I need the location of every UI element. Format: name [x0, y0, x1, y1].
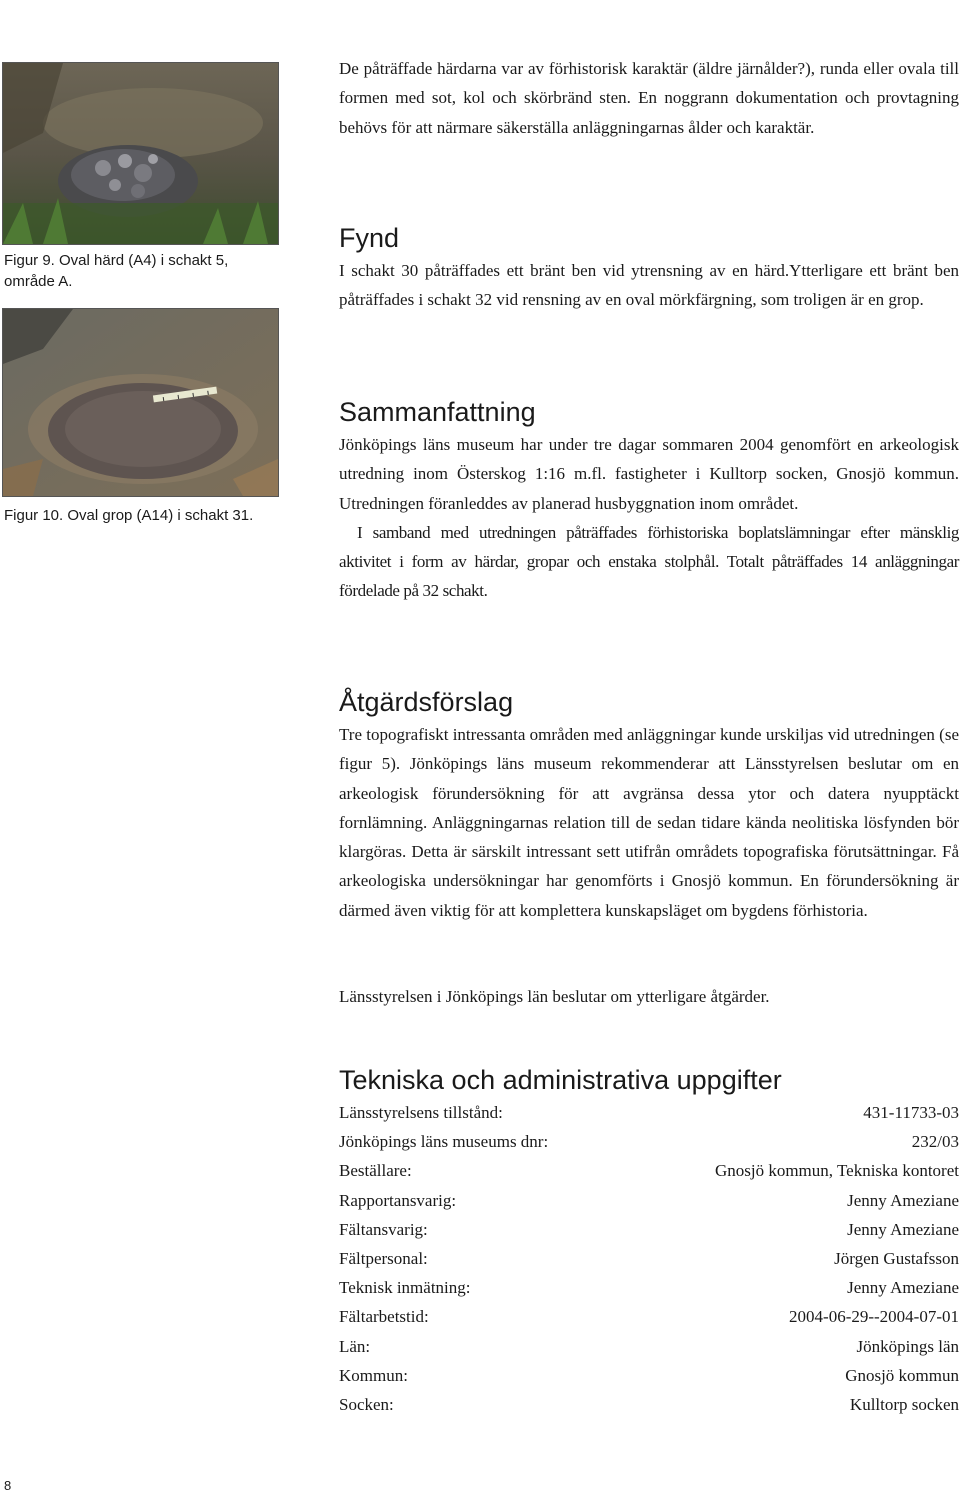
atgardsforslag-closing: Länsstyrelsen i Jönköpings län beslutar om ytterligare åtgärder.: [339, 987, 770, 1006]
table-row: [339, 1390, 959, 1419]
row-label: Kommun:: [339, 1365, 408, 1385]
table-row: [339, 1244, 959, 1273]
sammanfattning-body: [339, 430, 959, 606]
table-row: [339, 1215, 959, 1244]
row-value: Jönköpings län: [856, 1336, 959, 1356]
page-number: 8: [4, 1478, 12, 1493]
figure-9-photo: [2, 62, 279, 245]
row-value: Gnosjö kommun, Tekniska kontoret: [714, 1161, 959, 1181]
row-value: 2004-06-29--2004-07-01: [789, 1307, 959, 1327]
row-label: Beställare:: [339, 1161, 412, 1181]
row-label: Teknisk inmätning:: [339, 1278, 471, 1298]
row-value: Kulltorp socken: [849, 1395, 959, 1415]
tekniska-table: [339, 1098, 959, 1419]
row-label: Socken:: [339, 1395, 394, 1415]
row-label: Fältansvarig:: [339, 1219, 428, 1239]
figure-9-caption: Figur 9. Oval härd (A4) i schakt 5, område A.: [4, 252, 229, 290]
fynd-paragraph: I schakt 30 påträffades ett bränt ben vid ytrensning av en härd.Ytterligare ett bränt ben påträffades i schakt 32 vid rensning av en oval mörkfärgning, som troligen är en grop.: [339, 261, 959, 310]
row-value: Jenny Ameziane: [847, 1190, 959, 1210]
figure-10-caption: Figur 10. Oval grop (A14) i schakt 31.: [4, 507, 254, 524]
table-row: [339, 1156, 959, 1185]
table-row: [339, 1273, 959, 1302]
row-value: Gnosjö kommun: [845, 1365, 959, 1385]
row-label: Fältpersonal:: [339, 1249, 428, 1269]
sammanfattning-paragraph: I samband med utredningen påträffades förhistoriska boplatslämningar efter mänsklig aktivitet i form av härdar, gropar och enstaka stolphål. Totalt påträffades 14 anläggningar fördelade på 32 schakt.: [339, 522, 959, 601]
row-label: Rapportansvarig:: [339, 1190, 457, 1210]
intro-paragraph: De påträffade härdarna var av förhistorisk karaktär (äldre järnålder?), runda eller ovala till formen med sot, kol och skörbränd sten. En noggrann dokumentation och provtagning behövs för att närmare säkerställa anläggningarnas ålder och karaktär.: [339, 59, 959, 137]
figure-10-photo: [2, 308, 279, 497]
row-value: 232/03: [911, 1132, 959, 1152]
table-row: [339, 1361, 959, 1390]
row-label: Län:: [339, 1336, 371, 1356]
sammanfattning-paragraph: Jönköpings läns museum har under tre dagar sommaren 2004 genomfört en arkeologisk utredning inom Österskog 1:16 m.fl. fastigheter i Kulltorp socken, Gnosjö kommun. Utredningen föranleddes av planerad husbyggnation inom området.: [339, 435, 959, 513]
tekniska-heading: Tekniska och administrativa uppgifter: [339, 1065, 782, 1095]
atgardsforslag-paragraph: Tre topografiskt intressanta områden med anläggningar kunde urskiljas vid utredningen (se figur 5). Jönköpings läns museum rekommenderar att Länsstyrelsen beslutar om en arkeologisk förundersökning för att avgränsa dessa ytor och datera nyupptäckt fornlämning. Anläggningarnas relation till de sedan tidare kända neolitiska lösfynden bör klargöras. Detta är särskilt intressant sett utifrån områdets topografiska förutsättningar. Få arkeologiska undersökningar har genomförts i Gnosjö kommun. En förundersökning är därmed även viktig för att komplettera kunskapsläget om bygdens förhistoria.: [339, 725, 959, 920]
atgardsforslag-heading: Åtgärdsförslag: [339, 687, 514, 717]
table-row: [339, 1332, 959, 1361]
figure-10-image: [3, 309, 278, 496]
row-value: Jörgen Gustafsson: [834, 1249, 959, 1269]
row-value: Jenny Ameziane: [847, 1278, 959, 1298]
row-label: Fältarbetstid:: [339, 1307, 429, 1327]
table-row: [339, 1302, 959, 1331]
row-value: 431-11733-03: [863, 1103, 959, 1122]
table-row: [339, 1186, 959, 1215]
row-value: Jenny Ameziane: [847, 1219, 959, 1239]
row-label: Jönköpings läns museums dnr:: [339, 1132, 549, 1152]
row-label: Länsstyrelsens tillstånd:: [339, 1103, 503, 1122]
fynd-heading: Fynd: [339, 223, 400, 253]
table-row: [339, 1098, 959, 1127]
sammanfattning-heading: Sammanfattning: [339, 397, 536, 427]
figure-9-image: [3, 63, 278, 244]
table-row: [339, 1127, 959, 1156]
